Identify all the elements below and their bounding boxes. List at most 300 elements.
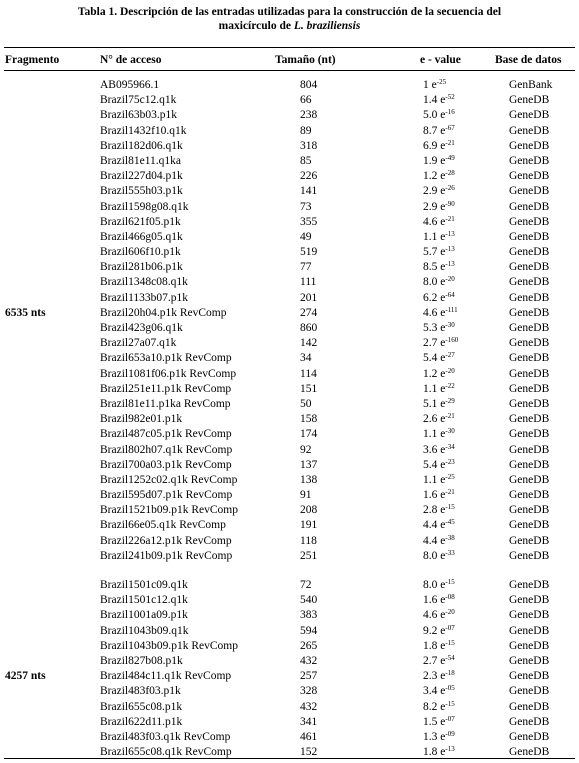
database-cell: GeneDB	[509, 443, 550, 456]
table-row	[0, 549, 579, 564]
evalue-cell	[423, 154, 455, 169]
size-cell: 251	[300, 549, 318, 562]
evalue-cell	[423, 700, 455, 715]
database-cell: GeneDB	[509, 458, 550, 471]
evalue-exponent: -20	[445, 366, 455, 375]
evalue-cell	[423, 184, 455, 199]
evalue-exponent: -13	[445, 260, 455, 269]
database-cell: GeneDB	[509, 276, 550, 289]
evalue-exponent: -15	[445, 699, 455, 708]
accession-cell: Brazil555h03.p1k	[100, 185, 183, 198]
header-base-datos: Base de datos	[495, 54, 562, 66]
evalue-mantissa: 5.4 e	[423, 458, 446, 471]
size-cell: 265	[300, 639, 318, 652]
table-row	[0, 503, 579, 518]
size-cell: 328	[300, 685, 318, 698]
database-cell: GeneDB	[509, 291, 550, 304]
evalue-cell	[423, 78, 446, 93]
caption-line-1: Tabla 1. Descripción de las entradas utilizadas para la construcción de la secuencia del	[77, 6, 502, 18]
database-cell: GeneDB	[509, 139, 550, 152]
evalue-mantissa: 1.1 e	[423, 473, 446, 486]
table-row	[0, 624, 579, 639]
table-row	[0, 443, 579, 458]
table-row	[0, 367, 579, 382]
evalue-exponent: -45	[445, 518, 455, 527]
fragment-label: 6535 nts	[5, 307, 46, 319]
evalue-exponent: -64	[445, 290, 455, 299]
table-header-rule	[4, 70, 575, 71]
accession-cell: Brazil1133b07.p1k	[100, 291, 189, 304]
database-cell: GeneDB	[509, 382, 550, 395]
accession-cell: Brazil63b03.p1k	[100, 109, 177, 122]
evalue-mantissa: 2.9 e	[423, 200, 446, 213]
table-row	[0, 730, 579, 745]
size-cell: 274	[300, 306, 318, 319]
evalue-exponent: -21	[445, 412, 455, 421]
accession-cell: AB095966.1	[100, 79, 160, 91]
table-row	[0, 488, 579, 503]
size-cell: 174	[300, 428, 318, 441]
header-evalue: e - value	[420, 54, 461, 66]
evalue-exponent: -15	[445, 638, 455, 647]
evalue-mantissa: 1 e	[423, 79, 437, 91]
accession-cell: Brazil20h04.p1k RevComp	[100, 306, 227, 319]
accession-cell: Brazil227d04.p1k	[100, 170, 183, 183]
evalue-exponent: -21	[445, 138, 455, 147]
evalue-cell	[423, 306, 458, 321]
database-cell: GeneDB	[509, 261, 550, 274]
accession-cell: Brazil700a03.p1k RevComp	[100, 458, 232, 471]
evalue-exponent: -18	[445, 669, 455, 678]
accession-cell: Brazil827b08.p1k	[100, 654, 183, 667]
database-cell: GeneDB	[509, 473, 550, 486]
table-row	[0, 578, 579, 593]
evalue-mantissa: 8.0 e	[423, 549, 446, 562]
evalue-exponent: -08	[445, 593, 455, 602]
evalue-cell	[423, 93, 455, 108]
evalue-cell	[423, 412, 455, 427]
evalue-cell	[423, 534, 455, 549]
size-cell: 432	[300, 654, 318, 667]
database-cell: GeneDB	[509, 639, 550, 652]
evalue-exponent: -111	[445, 305, 458, 314]
evalue-exponent: -13	[445, 245, 455, 254]
evalue-cell	[423, 443, 455, 458]
evalue-mantissa: 5.4 e	[423, 352, 446, 365]
group-spacer	[0, 564, 579, 578]
evalue-exponent: -29	[445, 396, 455, 405]
size-cell: 138	[300, 473, 318, 486]
accession-cell: Brazil1043b09.p1k RevComp	[100, 639, 238, 652]
database-cell: GeneDB	[509, 730, 550, 743]
evalue-exponent: -33	[445, 548, 455, 557]
accession-cell: Brazil802h07.q1k RevComp	[100, 443, 233, 456]
size-cell: 91	[300, 489, 312, 502]
table-bottom-rule	[4, 758, 575, 759]
size-cell: 34	[300, 352, 312, 365]
evalue-cell	[423, 200, 455, 215]
accession-cell: Brazil81e11.q1ka	[100, 154, 182, 167]
evalue-exponent: -23	[445, 457, 455, 466]
database-cell: GeneDB	[509, 428, 550, 441]
size-cell: 142	[300, 337, 318, 350]
accession-cell: Brazil27a07.q1k	[100, 337, 177, 350]
evalue-mantissa: 4.4 e	[423, 519, 446, 532]
database-cell: GeneDB	[509, 504, 550, 517]
evalue-cell	[423, 139, 455, 154]
size-cell: 66	[300, 94, 312, 107]
size-cell: 804	[300, 79, 318, 91]
table-row	[0, 639, 579, 654]
evalue-cell	[423, 639, 455, 654]
evalue-cell	[423, 351, 455, 366]
accession-cell: Brazil1521b09.p1k RevComp	[100, 504, 238, 517]
table-top-rule	[4, 47, 575, 48]
database-cell: GeneDB	[509, 170, 550, 183]
size-cell: 191	[300, 519, 318, 532]
header-fragmento: Fragmento	[5, 54, 60, 66]
evalue-mantissa: 4.6 e	[423, 306, 446, 319]
database-cell: GeneDB	[509, 654, 550, 667]
evalue-mantissa: 1.8 e	[423, 746, 446, 759]
table-row	[0, 124, 579, 139]
evalue-mantissa: 2.7 e	[423, 337, 446, 350]
table-caption	[0, 0, 579, 33]
table-row	[0, 534, 579, 549]
size-cell: 49	[300, 230, 312, 243]
database-cell: GeneDB	[509, 715, 550, 728]
evalue-cell	[423, 108, 455, 123]
accession-cell: Brazil1598g08.q1k	[100, 200, 189, 213]
evalue-exponent: -25	[436, 78, 447, 86]
accession-cell: Brazil483f03.p1k	[100, 685, 181, 698]
evalue-mantissa: 1.1 e	[423, 382, 446, 395]
table-body	[0, 78, 579, 760]
database-cell: GeneDB	[509, 397, 550, 410]
accession-cell: Brazil982e01.p1k	[100, 413, 183, 426]
size-cell: 137	[300, 458, 318, 471]
evalue-exponent: -07	[445, 623, 455, 632]
evalue-mantissa: 1.1 e	[423, 428, 446, 441]
evalue-cell	[423, 245, 455, 260]
table-row	[0, 669, 579, 684]
size-cell: 257	[300, 670, 318, 683]
accession-cell: Brazil606f10.p1k	[100, 246, 181, 259]
database-cell: GeneDB	[509, 700, 550, 713]
evalue-exponent: -05	[445, 684, 455, 693]
database-cell: GeneDB	[509, 322, 550, 334]
evalue-exponent: -22	[445, 381, 455, 390]
evalue-exponent: -20	[445, 275, 455, 284]
evalue-cell	[423, 549, 455, 564]
size-cell: 461	[300, 730, 318, 743]
evalue-exponent: -38	[445, 533, 455, 542]
table-row	[0, 593, 579, 608]
accession-cell: Brazil281b06.p1k	[100, 261, 183, 274]
evalue-cell	[423, 275, 455, 290]
evalue-exponent: -25	[445, 472, 455, 481]
evalue-mantissa: 3.6 e	[423, 443, 446, 456]
evalue-exponent: -26	[445, 184, 455, 193]
evalue-exponent: -52	[445, 93, 455, 102]
evalue-cell	[423, 578, 455, 593]
evalue-cell	[423, 458, 455, 473]
evalue-exponent: -30	[445, 427, 455, 436]
accession-cell: Brazil1348c08.q1k	[100, 276, 188, 289]
fragment-group	[0, 78, 579, 564]
table-row	[0, 397, 579, 412]
table-row	[0, 200, 579, 215]
accession-cell: Brazil1252c02.q1k RevComp	[100, 473, 238, 486]
table-row	[0, 351, 579, 366]
evalue-mantissa: 2.3 e	[423, 670, 446, 683]
size-cell: 355	[300, 215, 318, 228]
evalue-cell	[423, 260, 455, 275]
evalue-exponent: -09	[445, 729, 455, 738]
size-cell: 158	[300, 413, 318, 426]
evalue-exponent: -13	[445, 745, 455, 754]
table-row	[0, 412, 579, 427]
accession-cell: Brazil241b09.p1k RevComp	[100, 549, 233, 562]
size-cell: 85	[300, 154, 312, 167]
evalue-exponent: -34	[445, 442, 455, 451]
database-cell: GeneDB	[509, 215, 550, 228]
table-row	[0, 139, 579, 154]
evalue-mantissa: 8.2 e	[423, 700, 446, 713]
database-cell: GeneDB	[509, 185, 550, 198]
size-cell: 152	[300, 746, 318, 759]
evalue-cell	[423, 608, 455, 623]
evalue-mantissa: 6.9 e	[423, 139, 446, 152]
evalue-exponent: -30	[445, 321, 455, 329]
database-cell: GeneDB	[509, 519, 550, 532]
database-cell: GeneDB	[509, 670, 550, 683]
evalue-cell	[423, 593, 455, 608]
caption-line-2-prefix: maxicírculo de	[218, 20, 294, 32]
evalue-exponent: -15	[445, 503, 455, 512]
accession-cell: Brazil484c11.q1k RevComp	[100, 670, 232, 683]
table-row	[0, 184, 579, 199]
table-row	[0, 93, 579, 108]
table-row	[0, 684, 579, 699]
evalue-cell	[423, 669, 455, 684]
evalue-mantissa: 1.6 e	[423, 489, 446, 502]
evalue-mantissa: 5.7 e	[423, 246, 446, 259]
evalue-exponent: -13	[445, 229, 455, 238]
size-cell: 92	[300, 443, 312, 456]
evalue-exponent: -21	[445, 214, 455, 223]
size-cell: 77	[300, 261, 312, 274]
evalue-exponent: -28	[445, 169, 455, 178]
evalue-mantissa: 1.5 e	[423, 715, 446, 728]
evalue-mantissa: 2.9 e	[423, 185, 446, 198]
fragment-group	[0, 578, 579, 760]
accession-cell: Brazil595d07.p1k RevComp	[100, 489, 233, 502]
size-cell: 89	[300, 124, 312, 137]
size-cell: 151	[300, 382, 318, 395]
database-cell: GeneDB	[509, 200, 550, 213]
evalue-mantissa: 4.4 e	[423, 534, 446, 547]
evalue-mantissa: 8.0 e	[423, 579, 446, 591]
evalue-exponent: -16	[445, 108, 455, 117]
accession-cell: Brazil423g06.q1k	[100, 322, 183, 334]
database-cell: GenBank	[509, 79, 553, 91]
evalue-mantissa: 2.8 e	[423, 504, 446, 517]
accession-cell: Brazil483f03.q1k RevComp	[100, 730, 231, 743]
table-row	[0, 245, 579, 260]
size-cell: 318	[300, 139, 318, 152]
evalue-cell	[423, 730, 455, 745]
table-row	[0, 458, 579, 473]
accession-cell: Brazil622d11.p1k	[100, 715, 183, 728]
evalue-mantissa: 5.1 e	[423, 397, 446, 410]
evalue-cell	[423, 473, 455, 488]
table-row	[0, 427, 579, 442]
size-cell: 141	[300, 185, 318, 198]
evalue-exponent: -21	[445, 488, 455, 497]
evalue-cell	[423, 291, 455, 306]
accession-cell: Brazil487c05.p1k RevComp	[100, 428, 232, 441]
database-cell: GeneDB	[509, 124, 550, 137]
evalue-mantissa: 2.7 e	[423, 654, 446, 667]
size-cell: 114	[300, 367, 317, 380]
database-cell: GeneDB	[509, 94, 550, 107]
evalue-exponent: -49	[445, 153, 455, 162]
accession-cell: Brazil621f05.p1k	[100, 215, 181, 228]
database-cell: GeneDB	[509, 367, 550, 380]
database-cell: GeneDB	[509, 337, 550, 350]
size-cell: 341	[300, 715, 318, 728]
accession-cell: Brazil1501c09.q1k	[100, 579, 188, 591]
evalue-mantissa: 1.6 e	[423, 594, 446, 607]
evalue-exponent: -54	[445, 653, 455, 662]
caption-line-2	[0, 19, 579, 33]
accession-cell: Brazil653a10.p1k RevComp	[100, 352, 232, 365]
database-cell: GeneDB	[509, 609, 550, 622]
size-cell: 519	[300, 246, 318, 259]
database-cell: GeneDB	[509, 489, 550, 502]
size-cell: 238	[300, 109, 318, 122]
caption-species: L. braziliensis	[293, 20, 361, 32]
accession-cell: Brazil655c08.p1k	[100, 700, 183, 713]
evalue-mantissa: 1.2 e	[423, 367, 446, 380]
evalue-mantissa: 8.5 e	[423, 261, 446, 274]
size-cell: 594	[300, 624, 318, 637]
accession-cell: Brazil466g05.q1k	[100, 230, 183, 243]
size-cell: 432	[300, 700, 318, 713]
accession-cell: Brazil81e11.p1ka RevComp	[100, 397, 231, 410]
table-row	[0, 154, 579, 169]
table-row	[0, 275, 579, 290]
evalue-cell	[423, 215, 455, 230]
evalue-cell	[423, 624, 455, 639]
size-cell: 383	[300, 609, 318, 622]
table-row	[0, 169, 579, 184]
table-row	[0, 108, 579, 123]
size-cell: 540	[300, 594, 318, 607]
size-cell: 72	[300, 579, 312, 591]
evalue-mantissa: 1.8 e	[423, 639, 446, 652]
evalue-exponent: -15	[445, 578, 455, 586]
evalue-mantissa: 5.3 e	[423, 322, 446, 334]
table-row	[0, 291, 579, 306]
evalue-mantissa: 1.9 e	[423, 154, 446, 167]
database-cell: GeneDB	[509, 109, 550, 122]
database-cell: GeneDB	[509, 594, 550, 607]
evalue-mantissa: 1.2 e	[423, 170, 446, 183]
size-cell: 111	[300, 276, 317, 289]
evalue-mantissa: 9.2 e	[423, 624, 446, 637]
evalue-cell	[423, 230, 455, 245]
evalue-mantissa: 6.2 e	[423, 291, 446, 304]
evalue-mantissa: 4.6 e	[423, 609, 446, 622]
evalue-exponent: -27	[445, 351, 455, 360]
evalue-mantissa: 8.0 e	[423, 276, 446, 289]
evalue-cell	[423, 715, 455, 730]
evalue-cell	[423, 124, 455, 139]
database-cell: GeneDB	[509, 352, 550, 365]
database-cell: GeneDB	[509, 413, 550, 426]
table-row	[0, 336, 579, 351]
evalue-cell	[423, 518, 455, 533]
database-cell: GeneDB	[509, 746, 550, 759]
size-cell: 50	[300, 397, 312, 410]
evalue-exponent: -20	[445, 608, 455, 617]
database-cell: GeneDB	[509, 534, 550, 547]
size-cell: 118	[300, 534, 317, 547]
fragment-label: 4257 nts	[5, 670, 46, 683]
database-cell: GeneDB	[509, 549, 550, 562]
header-tamano: Tamaño (nt)	[275, 54, 336, 66]
size-cell: 73	[300, 200, 312, 213]
evalue-cell	[423, 503, 455, 518]
evalue-cell	[423, 169, 455, 184]
evalue-exponent: -160	[445, 336, 459, 345]
accession-cell: Brazil1501c12.q1k	[100, 594, 188, 607]
evalue-cell	[423, 684, 455, 699]
accession-cell: Brazil1432f10.q1k	[100, 124, 187, 137]
accession-cell: Brazil66e05.q1k RevComp	[100, 519, 226, 532]
evalue-mantissa: 1.4 e	[423, 94, 446, 107]
database-cell: GeneDB	[509, 306, 550, 319]
evalue-exponent: -67	[445, 123, 455, 132]
size-cell: 201	[300, 291, 318, 304]
database-cell: GeneDB	[509, 246, 550, 259]
evalue-mantissa: 8.7 e	[423, 124, 446, 137]
evalue-cell	[423, 321, 455, 336]
header-acceso: N° de acceso	[100, 54, 162, 66]
accession-cell: Brazil1001a09.p1k	[100, 609, 188, 622]
evalue-cell	[423, 397, 455, 412]
evalue-cell	[423, 654, 455, 669]
evalue-exponent: -90	[445, 199, 455, 208]
table-row	[0, 230, 579, 245]
table-row	[0, 654, 579, 669]
table-row	[0, 78, 579, 93]
table-row	[0, 473, 579, 488]
accession-cell: Brazil1043b09.q1k	[100, 624, 189, 637]
database-cell: GeneDB	[509, 685, 550, 698]
evalue-mantissa: 4.6 e	[423, 215, 446, 228]
database-cell: GeneDB	[509, 624, 550, 637]
table-row	[0, 306, 579, 321]
table-row	[0, 608, 579, 623]
table-row	[0, 321, 579, 336]
accession-cell: Brazil251e11.p1k RevComp	[100, 382, 232, 395]
accession-cell: Brazil182d06.q1k	[100, 139, 183, 152]
size-cell: 860	[300, 322, 318, 334]
evalue-mantissa: 1.1 e	[423, 230, 446, 243]
